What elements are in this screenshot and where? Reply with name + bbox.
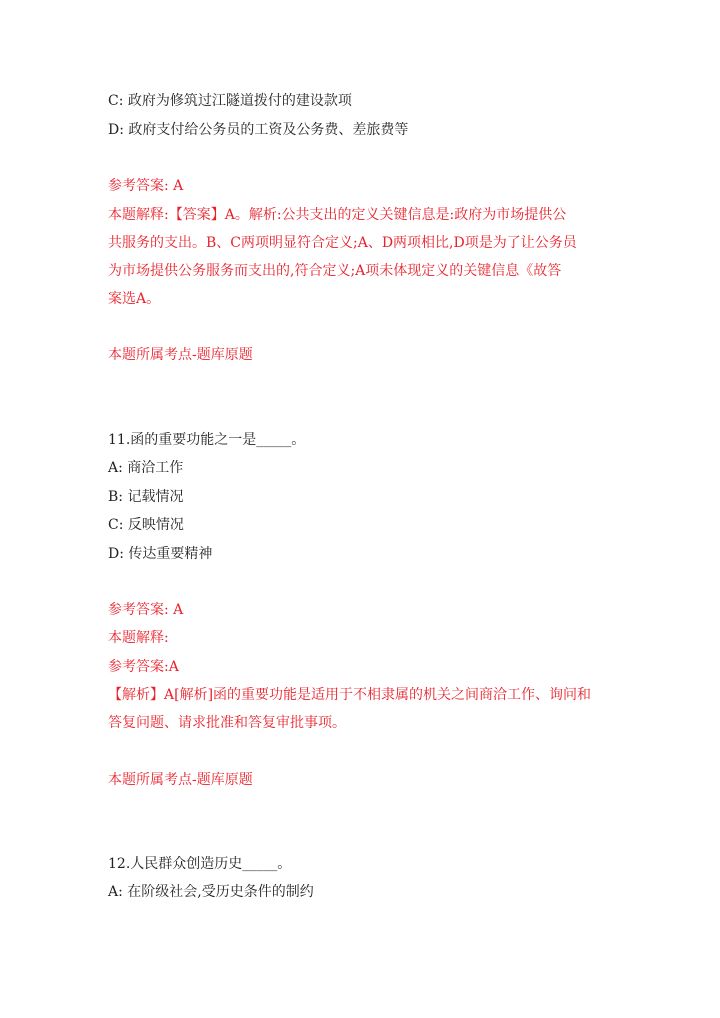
- q10-explanation-line-1: 本题解释:【答案】A。解析:公共支出的定义关键信息是:政府为市场提供公: [108, 207, 567, 223]
- q11-option-d: D: 传达重要精神: [108, 546, 213, 562]
- q12-option-a: A: 在阶级社会,受历史条件的制约: [108, 884, 314, 900]
- q12-question: 12.人民群众创造历史_____。: [108, 856, 292, 872]
- q11-source: 本题所属考点-题库原题: [108, 772, 253, 788]
- q11-explanation-line-2: 答复问题、请求批准和答复审批事项。: [108, 715, 346, 731]
- q11-explanation-line-1: 【解析】A[解析]函的重要功能是适用于不相隶属的机关之间商洽工作、询问和: [108, 687, 592, 703]
- q11-explanation: [108, 681, 616, 737]
- q11-explanation-label: 本题解释:: [108, 630, 169, 646]
- q10-explanation-line-3: 为市场提供公务服务而支出的,符合定义;A项未体现定义的关键信息《故答: [108, 263, 562, 279]
- q10-explanation: [108, 201, 616, 313]
- q11-option-c: C: 反映情况: [108, 517, 184, 533]
- q10-answer: 参考答案: A: [108, 178, 184, 194]
- q10-explanation-line-2: 共服务的支出。B、C两项明显符合定义;A、D两项相比,D项是为了让公务员: [108, 235, 577, 251]
- q11-option-a: A: 商洽工作: [108, 460, 184, 476]
- q11-answer: 参考答案: A: [108, 602, 184, 618]
- q11-question: 11.函的重要功能之一是_____。: [108, 432, 306, 448]
- q10-option-d: D: 政府支付给公务员的工资及公务费、差旅费等: [108, 122, 409, 138]
- q10-explanation-line-4: 案选A。: [108, 291, 161, 307]
- q11-answer-repeat: 参考答案:A: [108, 659, 179, 675]
- q10-option-c: C: 政府为修筑过江隧道拨付的建设款项: [108, 93, 352, 109]
- q11-option-b: B: 记载情况: [108, 489, 184, 505]
- q10-source: 本题所属考点-题库原题: [108, 347, 253, 363]
